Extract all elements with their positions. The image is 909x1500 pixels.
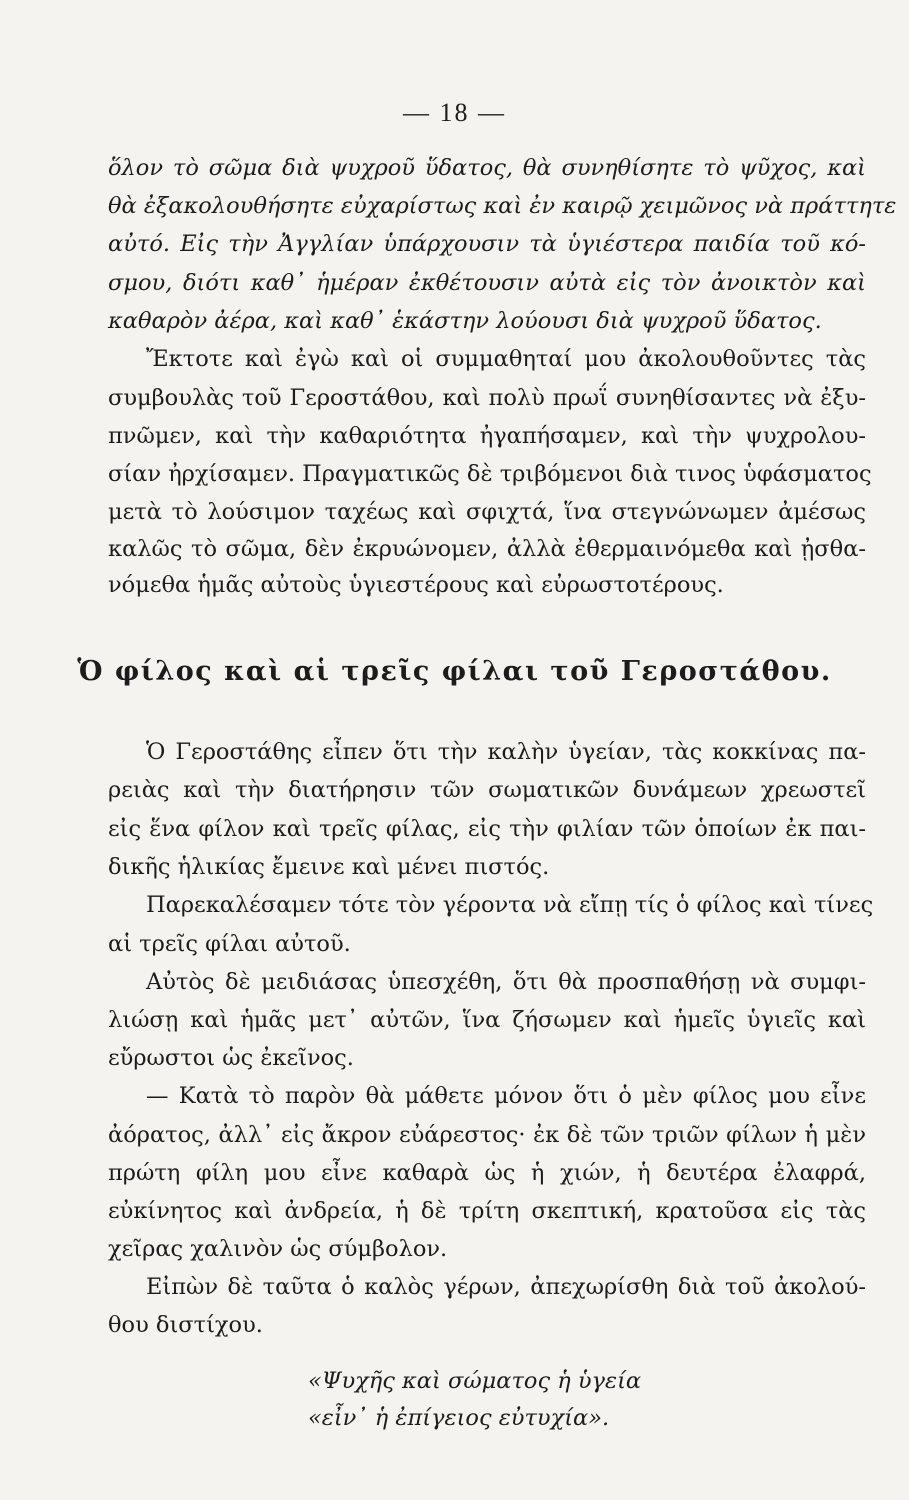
text-line: συμβουλὰς τοῦ Γεροστάθου, καὶ πολὺ πρωΐ συνηθίσαντες νὰ ἐξυ- (108, 385, 866, 411)
text-line: θου διστίχου. (108, 1312, 263, 1338)
text-line: εὐκίνητος καὶ ἀνδρεία, ἡ δὲ τρίτη σκεπτική, κρατοῦσα εἰς τὰς (108, 1198, 866, 1224)
text-line: ρειὰς καὶ τὴν διατήρησιν τῶν σωματικῶν δυνάμεων χρεωστεῖ (108, 777, 866, 803)
text-line: εἰς ἕνα φίλον καὶ τρεῖς φίλας, εἰς τὴν φιλίαν τῶν ὁποίων ἐκ παι- (108, 816, 866, 842)
text-line: σμου, διότι καθ᾽ ἡμέραν ἐκθέτουσιν αὐτὰ εἰς τὸν ἀνοικτὸν καὶ (108, 270, 866, 296)
text-line: Παρεκαλέσαμεν τότε τὸν γέροντα νὰ εἴπῃ τίς ὁ φίλος καὶ τίνες (146, 892, 874, 918)
text-line: — Κατὰ τὸ παρὸν θὰ μάθετε μόνον ὅτι ὁ μὲν φίλος μου εἶνε (146, 1083, 866, 1109)
text-line: ὅλον τὸ σῶμα διὰ ψυχροῦ ὕδατος, θὰ συνηθίσητε τὸ ψῦχος, καὶ (108, 155, 866, 181)
text-line: πνῶμεν, καὶ τὴν καθαριότητα ἠγαπήσαμεν, καὶ τὴν ψυχρολου- (108, 423, 866, 449)
text-line: αὐτό. Εἰς τὴν Ἀγγλίαν ὑπάρχουσιν τὰ ὑγιέστερα παιδία τοῦ κό- (108, 231, 866, 257)
text-line: Ὁ Γεροστάθης εἶπεν ὅτι τὴν καλὴν ὑγείαν, τὰς κοκκίνας πα- (146, 739, 866, 765)
text-line: Αὐτὸς δὲ μειδιάσας ὑπεσχέθη, ὅτι θὰ προσπαθήσῃ νὰ συμφι- (146, 969, 866, 995)
text-line: Ἔκτοτε καὶ ἐγὼ καὶ οἱ συμμαθηταί μου ἀκολουθοῦντες τὰς (146, 346, 866, 372)
page-number: — 18 — (403, 98, 506, 127)
text-line: χεῖρας χαλινὸν ὡς σύμβολον. (108, 1236, 448, 1262)
text-line: νόμεθα ἡμᾶς αὐτοὺς ὑγιεστέρους καὶ εὐρωστοτέρους. (108, 572, 724, 598)
text-line: λιώσῃ καὶ ἡμᾶς μετ᾽ αὐτῶν, ἵνα ζήσωμεν καὶ ἡμεῖς ὑγιεῖς καὶ (108, 1007, 866, 1033)
verse-line: «Ψυχῆς καὶ σώματος ἡ ὑγεία (308, 1368, 642, 1394)
text-line: Εἰπὼν δὲ ταῦτα ὁ καλὸς γέρων, ἀπεχωρίσθη διὰ τοῦ ἀκολού- (146, 1274, 866, 1300)
text-line: σίαν ἠρχίσαμεν. Πραγματικῶς δὲ τριβόμενοι διὰ τινος ὑφάσματος (108, 461, 872, 487)
text-line: ἀόρατος, ἀλλ᾽ εἰς ἄκρον εὐάρεστος· ἐκ δὲ τῶν τριῶν φίλων ἡ μὲν (108, 1122, 866, 1148)
text-line: δικῆς ἡλικίας ἔμεινε καὶ μένει πιστός. (108, 854, 550, 880)
text-line: αἱ τρεῖς φίλαι αὐτοῦ. (108, 931, 351, 957)
text-line: καθαρὸν ἀέρα, καὶ καθ᾽ ἑκάστην λούουσι διὰ ψυχροῦ ὕδατος. (108, 308, 822, 334)
text-line: μετὰ τὸ λούσιμον ταχέως καὶ σφιχτά, ἵνα στεγνώνωμεν ἀμέσως (108, 499, 866, 525)
verse-line: «εἶν᾽ ἡ ἐπίγειος εὐτυχία». (308, 1405, 610, 1431)
text-line: καλῶς τὸ σῶμα, δὲν ἐκρυώνομεν, ἀλλὰ ἐθερμαινόμεθα καὶ ᾐσθα- (108, 536, 866, 562)
text-line: πρώτη φίλη μου εἶνε καθαρὰ ὡς ἡ χιών, ἡ δευτέρα ἐλαφρά, (108, 1160, 866, 1186)
text-line: θὰ ἐξακολουθήσητε εὐχαρίστως καὶ ἐν καιρῷ χειμῶνος νὰ πράττητε (108, 193, 897, 219)
text-line: εὔρωστοι ὡς ἐκεῖνος. (108, 1045, 354, 1071)
section-heading: Ὁ φίλος καὶ αἱ τρεῖς φίλαι τοῦ Γεροστάθου. (77, 656, 832, 687)
